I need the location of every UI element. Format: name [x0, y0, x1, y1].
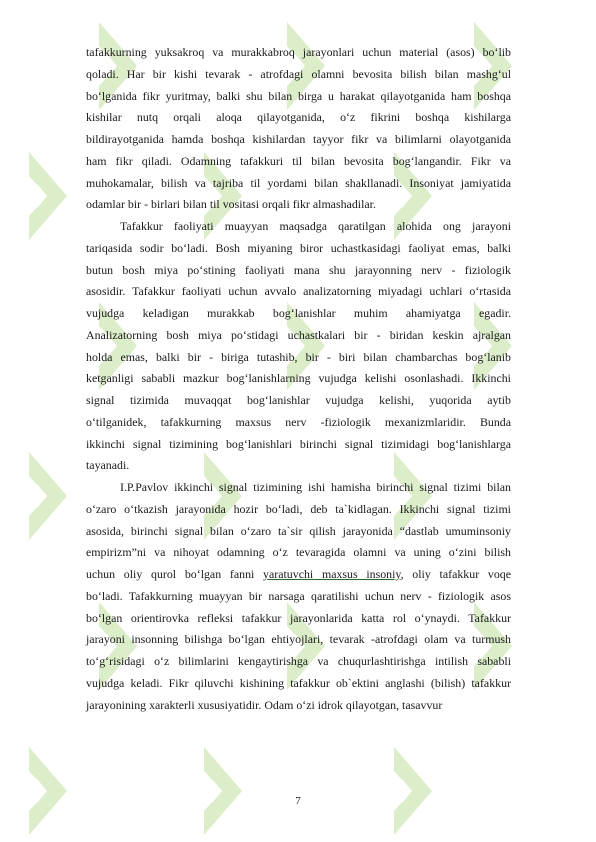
text-line: o‘zaro o‘tkazish jarayonida hozir bo‘ladi, deb ta`kidlagan. Ikkinchi signal tizimi	[86, 501, 511, 516]
text-line: vujudga keladi. Fikr qiluvchi kishining tafakkur ob`ektini anglashi (bilish) tafakkur	[86, 675, 511, 690]
watermark-logo-icon	[390, 745, 436, 837]
text-line: ketganligi sababli mazkur bog‘lanishlarning vujudga kelishi osonlashadi. Ikkinchi	[86, 371, 511, 386]
text-line: bildirayotganida hamda boshqa kishilardan tayyor fikr va bilimlarni olayotganida	[86, 132, 511, 146]
text-line: muhokamalar, bilish va tajriba til yordami bilan shakllanadi. Insoniyat jamiyatida	[86, 175, 511, 190]
text-line: empirizm”ni va nihoyat odamning o‘z tevaragida olamni va uning o‘zini bilish	[86, 545, 511, 560]
text-line: kishilar nutq orqali aloqa qilayotganida, o‘z fikrini boshqa kishilarga	[86, 110, 511, 125]
text-line: qoladi. Har bir kishi tevarak - atrofdagi olamni bevosita bilish bilan mashg‘ul	[86, 66, 511, 81]
watermark-logo-icon	[25, 150, 71, 242]
text-line: to‘g‘risidagi o‘z bilimlarini kengaytirishga va chuqurlashtirishga intilish sababli	[86, 654, 511, 668]
text-line: bo‘ladi. Tafakkurning muayyan bir narsaga qaratilishi uchun nerv - fiziologik asos	[86, 588, 511, 603]
text-line: uchun oliy qurol bo‘lgan fanni yaratuvchi maxsus insoniy, oliy tafakkur voqe	[86, 567, 511, 581]
text-line: tayanadi.	[86, 458, 130, 473]
text-line: signal tizimida muvaqqat bog‘lanishlar vujudga kelishi, yuqorida aytib	[86, 393, 511, 407]
page-number: 7	[295, 795, 301, 807]
text-line: jarayoni insonning bilishga bo‘lgan ehtiyojlari, tevarak -atrofdagi olam va turmush	[86, 632, 511, 647]
text-line: holda emas, balki bir - biriga tutashib, bir - biri bilan chambarchas bog‘lanib	[86, 349, 511, 364]
text-line: Analizatorning bosh miya po‘stidagi uchastkalari bir - biridan keskin ajralgan	[86, 327, 511, 342]
text-line: bo‘lgan orientirovka refleksi tafakkur jarayonlarida katta rol o‘ynaydi. Tafakkur	[86, 610, 511, 625]
text-line: jarayonining xarakterli xususiyatidir. Odam o‘zi idrok qilayotgan, tasavvur	[86, 697, 443, 712]
underlined-text: yaratuvchi maxsus insoniy	[263, 567, 401, 581]
body-text	[86, 42, 511, 716]
text-line: ikkinchi signal tizimining bog‘lanishlari birinchi signal tizimidagi bog‘lanishlarga	[86, 436, 511, 451]
text-line: vujudga keladigan murakkab bog‘lanishlar muhim ahamiyatga egadir.	[86, 306, 511, 320]
text-line: bo‘lganida fikr yuritmay, balki shu bilan birga u harakat qilayotganida ham boshqa	[86, 88, 511, 103]
text-line: tariqasida sodir bo‘ladi. Bosh miyaning biror uchastkasidagi faoliyat emas, balki	[86, 240, 511, 255]
text-line: Tafakkur faoliyati muayyan maqsadga qaratilgan alohida ong jarayoni	[120, 219, 511, 233]
text-line: asosidir. Tafakkur faoliyati uchun avvalo analizatorning miyadagi uchlari o‘rtasida	[86, 284, 511, 299]
text-line: butun bosh miya po‘stining faoliyati mana shu jarayonning nerv - fiziologik	[86, 262, 511, 277]
text-line: o‘tilganidek, tafakkurning maxsus nerv -fiziologik mexanizmlaridir. Bunda	[86, 414, 511, 429]
text-line: tafakkurning yuksakroq va murakkabroq jarayonlari uchun material (asos) bo‘lib	[86, 45, 511, 59]
watermark-logo-icon	[25, 450, 71, 542]
text-line: I.P.Pavlov ikkinchi signal tizimining ishi hamisha birinchi signal tizimi bilan	[120, 480, 511, 494]
watermark-logo-icon	[25, 745, 71, 837]
text-line: odamlar bir - birlari bilan til vositasi orqali fikr almashadilar.	[86, 197, 376, 212]
text-line: ham fikr qiladi. Odamning tafakkuri til bilan bevosita bog‘langandir. Fikr va	[86, 153, 511, 168]
text-line: asosida, birinchi signal bilan o‘zaro ta`sir qilish jarayonida “dastlab umuminsoniy	[86, 523, 511, 538]
watermark-logo-icon	[200, 745, 246, 837]
